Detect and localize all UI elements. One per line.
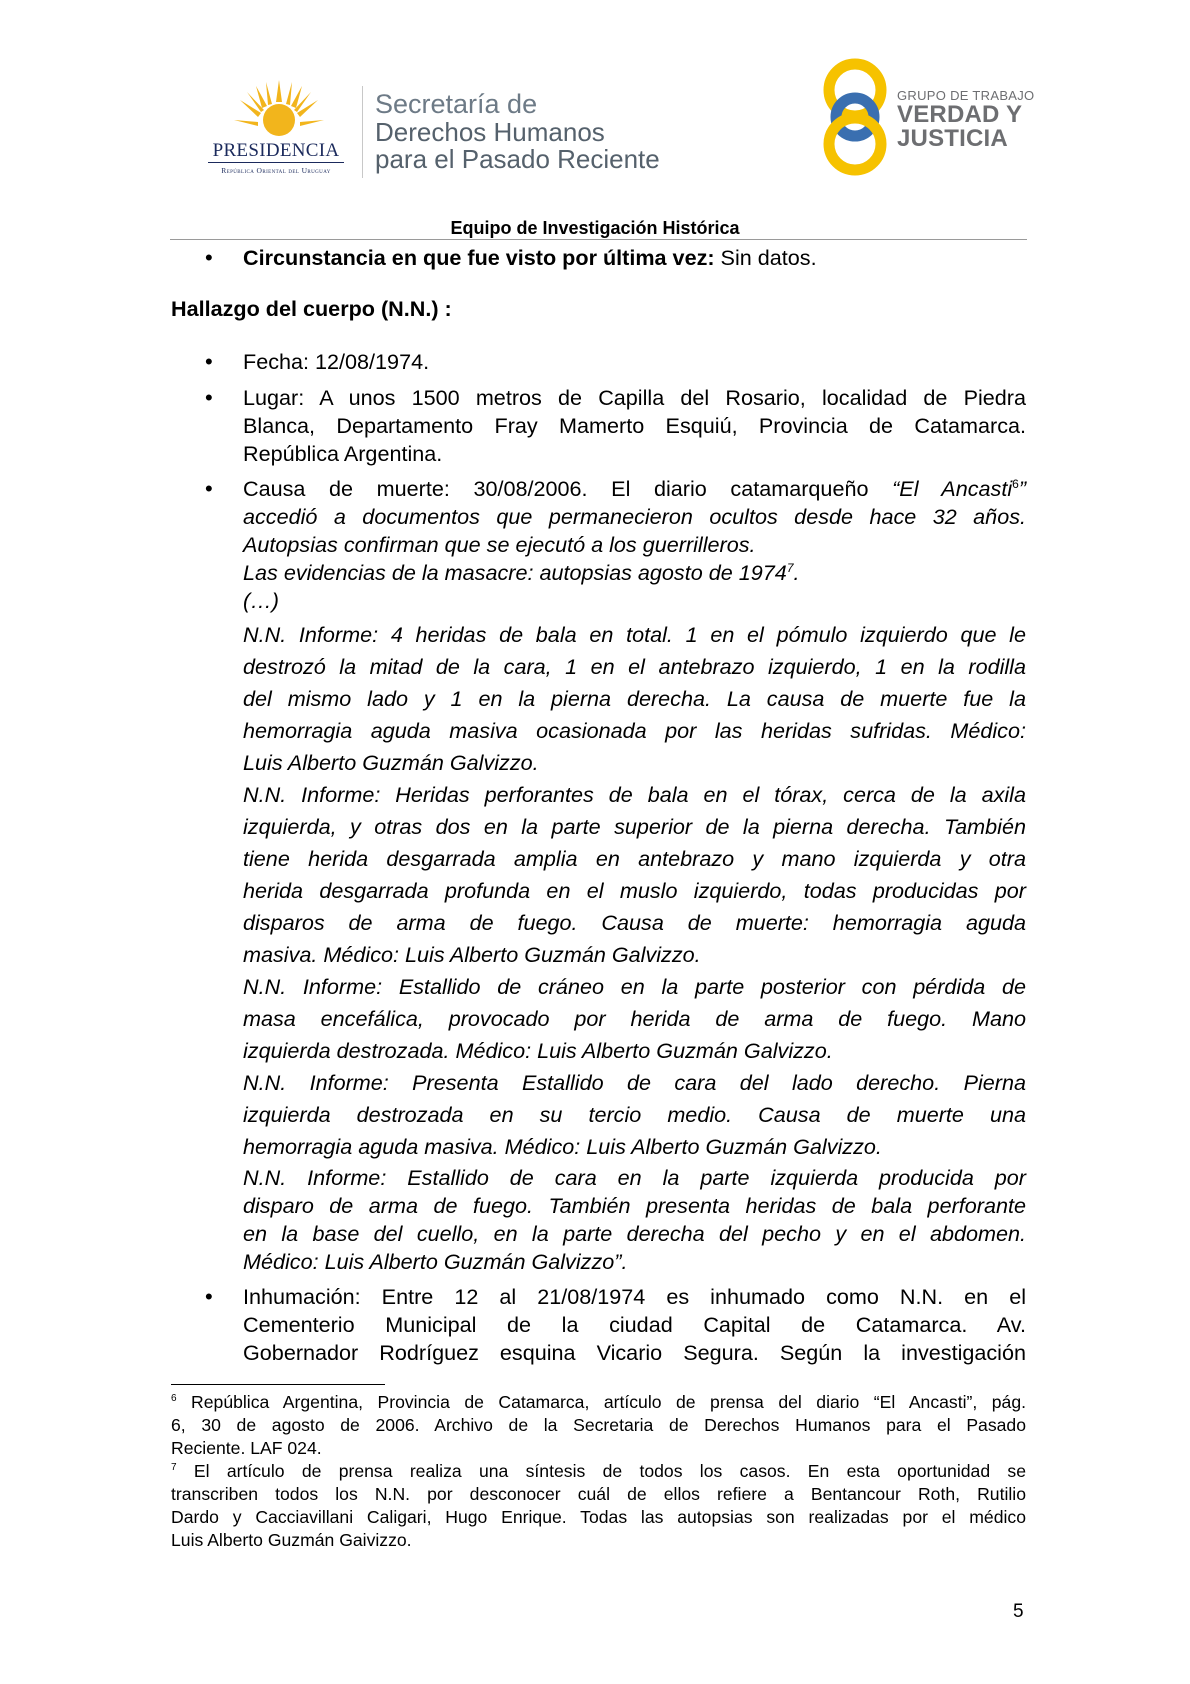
team-title: Equipo de Investigación Histórica bbox=[450, 218, 740, 238]
causa-line bbox=[243, 475, 1026, 503]
footnote-number: 6 bbox=[171, 1393, 177, 1405]
presidencia-logo bbox=[196, 80, 356, 180]
informe-line: destrozó la mitad de la cara, 1 en el antebrazo izquierdo, 1 en la rodilla bbox=[243, 654, 1026, 679]
footnote-6 bbox=[171, 1391, 1026, 1460]
header-rule bbox=[170, 239, 1027, 240]
secretaria-line-2: Derechos Humanos bbox=[375, 117, 605, 147]
informe-line: N.N. Informe: Presenta Estallido de cara del lado derecho. Pierna bbox=[243, 1070, 1026, 1095]
footnote-line: 6, 30 de agosto de 2006. Archivo de la Secretaria de Derechos Humanos para el Pasado bbox=[171, 1415, 1026, 1435]
ancasti-quote: “El Ancasti bbox=[892, 476, 1013, 501]
inhumacion-line: Inhumación: Entre 12 al 21/08/1974 es inhumado como N.N. en el bbox=[243, 1284, 1026, 1309]
causa-line: accedió a documentos que permanecieron ocultos desde hace 32 años. bbox=[243, 504, 1026, 529]
bullet-icon: • bbox=[205, 245, 213, 270]
secretaria-line-3: para el Pasado Reciente bbox=[375, 144, 660, 174]
circunstancia-value: Sin datos. bbox=[714, 245, 817, 270]
informe-line: izquierda destrozada en su tercio medio. Causa de muerte una bbox=[243, 1102, 1026, 1127]
causa-l4-end: . bbox=[793, 560, 800, 585]
lugar-line: República Argentina. bbox=[243, 441, 443, 466]
causa-prefix: Causa de muerte: 30/08/2006. El diario catamarqueño bbox=[243, 476, 893, 501]
page-number: 5 bbox=[1013, 1601, 1024, 1622]
footnote-text: República Argentina, Provincia de Catamarca, artículo de prensa del diario “El Ancasti”, pág. bbox=[176, 1392, 1026, 1412]
informe-5 bbox=[243, 1164, 1026, 1276]
footnote-7 bbox=[171, 1460, 1026, 1552]
informe-line: hemorragia aguda masiva. Médico: Luis Alberto Guzmán Galvizzo. bbox=[243, 1134, 882, 1159]
informe-line: N.N. Informe: Estallido de cara en la parte izquierda producida por bbox=[243, 1165, 1026, 1190]
lugar-item bbox=[243, 384, 1026, 468]
secretaria-line-1: Secretaría de bbox=[375, 89, 538, 119]
gtvj-title bbox=[897, 88, 1034, 151]
informe-line: N.N. Informe: Heridas perforantes de bala en el tórax, cerca de la axila bbox=[243, 782, 1026, 807]
causa-l4: Las evidencias de la masacre: autopsias agosto de 1974 bbox=[243, 560, 787, 585]
footnote-line bbox=[171, 1460, 1026, 1483]
footnote-line: transcriben todos los N.N. por desconocer cuál de ellos refiere a Bentancour Roth, Rutilio bbox=[171, 1484, 1026, 1504]
sun-icon bbox=[234, 80, 324, 142]
bullet-icon: • bbox=[205, 1284, 213, 1309]
inhumacion-line: Cementerio Municipal de la ciudad Capital de Catamarca. Av. bbox=[243, 1312, 1026, 1337]
gtvj-line-2: VERDAD Y bbox=[897, 101, 1023, 128]
informe-line: hemorragia aguda masiva ocasionada por las heridas sufridas. Médico: bbox=[243, 718, 1026, 743]
secretaria-title bbox=[375, 90, 660, 173]
footnote-text: El artículo de prensa realiza una síntesis de todos los casos. En esta oportunidad se bbox=[176, 1461, 1026, 1481]
circunstancia-item bbox=[243, 244, 1026, 272]
gtvj-line-3: JUSTICIA bbox=[897, 125, 1008, 152]
rings-icon bbox=[820, 54, 890, 180]
footnote-ref-6: 6 bbox=[1012, 476, 1019, 491]
causa-item bbox=[243, 475, 1026, 615]
informe-2 bbox=[243, 779, 1026, 971]
footnote-rule bbox=[171, 1384, 385, 1385]
informe-3 bbox=[243, 971, 1026, 1067]
presidencia-subtitle: República Oriental del Uruguay bbox=[221, 166, 331, 175]
bullet-icon: • bbox=[205, 385, 213, 410]
informe-line: masiva. Médico: Luis Alberto Guzmán Galvizzo. bbox=[243, 942, 701, 967]
informe-line: izquierda, y otras dos en la parte superior de la pierna derecha. También bbox=[243, 814, 1026, 839]
informe-line: Médico: Luis Alberto Guzmán Galvizzo”. bbox=[243, 1249, 628, 1274]
informe-line: disparo de arma de fuego. También presenta heridas de bala perforante bbox=[243, 1193, 1026, 1218]
footnote-line: Dardo y Cacciavillani Caligari, Hugo Enrique. Todas las autopsias son realizadas por el médico bbox=[171, 1507, 1026, 1527]
bullet-icon: • bbox=[205, 349, 213, 374]
bullet-icon: • bbox=[205, 476, 213, 501]
informe-line: N.N. Informe: Estallido de cráneo en la parte posterior con pérdida de bbox=[243, 974, 1026, 999]
informe-1 bbox=[243, 619, 1026, 779]
fecha-item: Fecha: 12/08/1974. bbox=[243, 349, 430, 374]
informe-4 bbox=[243, 1067, 1026, 1163]
causa-ellipsis: (…) bbox=[243, 588, 279, 613]
circunstancia-label: Circunstancia en que fue visto por última vez: bbox=[243, 245, 715, 270]
footnote-number: 7 bbox=[171, 1462, 177, 1474]
footnote-line: Reciente. LAF 024. bbox=[171, 1438, 322, 1458]
hallazgo-heading: Hallazgo del cuerpo (N.N.) : bbox=[171, 296, 452, 321]
informe-line: Luis Alberto Guzmán Galvizzo. bbox=[243, 750, 539, 775]
informe-line: tiene herida desgarrada amplia en antebrazo y mano izquierda y otra bbox=[243, 846, 1026, 871]
footnote-line: Luis Alberto Guzmán Gaivizzo. bbox=[171, 1530, 412, 1550]
header-divider bbox=[362, 86, 363, 178]
informe-line: izquierda destrozada. Médico: Luis Alberto Guzmán Galvizzo. bbox=[243, 1038, 833, 1063]
inhumacion-item bbox=[243, 1283, 1026, 1367]
informe-line: del mismo lado y 1 en la pierna derecha. La causa de muerte fue la bbox=[243, 686, 1026, 711]
inhumacion-line: Gobernador Rodríguez esquina Vicario Segura. Según la investigación bbox=[243, 1340, 1026, 1365]
footnote-line bbox=[171, 1391, 1026, 1414]
informe-line: masa encefálica, provocado por herida de arma de fuego. Mano bbox=[243, 1006, 1026, 1031]
informe-line: herida desgarrada profunda en el muslo izquierdo, todas producidas por bbox=[243, 878, 1026, 903]
presidencia-name: PRESIDENCIA bbox=[212, 140, 340, 161]
footnote-ref-7: 7 bbox=[786, 560, 794, 575]
ancasti-quote-close: ” bbox=[1018, 476, 1027, 501]
causa-line bbox=[243, 559, 1026, 587]
informe-line: N.N. Informe: 4 heridas de bala en total. 1 en el pómulo izquierdo que le bbox=[243, 622, 1026, 647]
lugar-line: Lugar: A unos 1500 metros de Capilla del Rosario, localidad de Piedra bbox=[243, 385, 1026, 410]
causa-line: Autopsias confirman que se ejecutó a los guerrilleros. bbox=[243, 532, 756, 557]
informe-line: disparos de arma de fuego. Causa de muerte: hemorragia aguda bbox=[243, 910, 1026, 935]
informe-line: en la base del cuello, en la parte derecha del pecho y en el abdomen. bbox=[243, 1221, 1026, 1246]
gtvj-line-1: GRUPO DE TRABAJO bbox=[897, 88, 1035, 103]
lugar-line: Blanca, Departamento Fray Mamerto Esquiú, Provincia de Catamarca. bbox=[243, 413, 1026, 438]
presidencia-rule bbox=[208, 162, 344, 163]
